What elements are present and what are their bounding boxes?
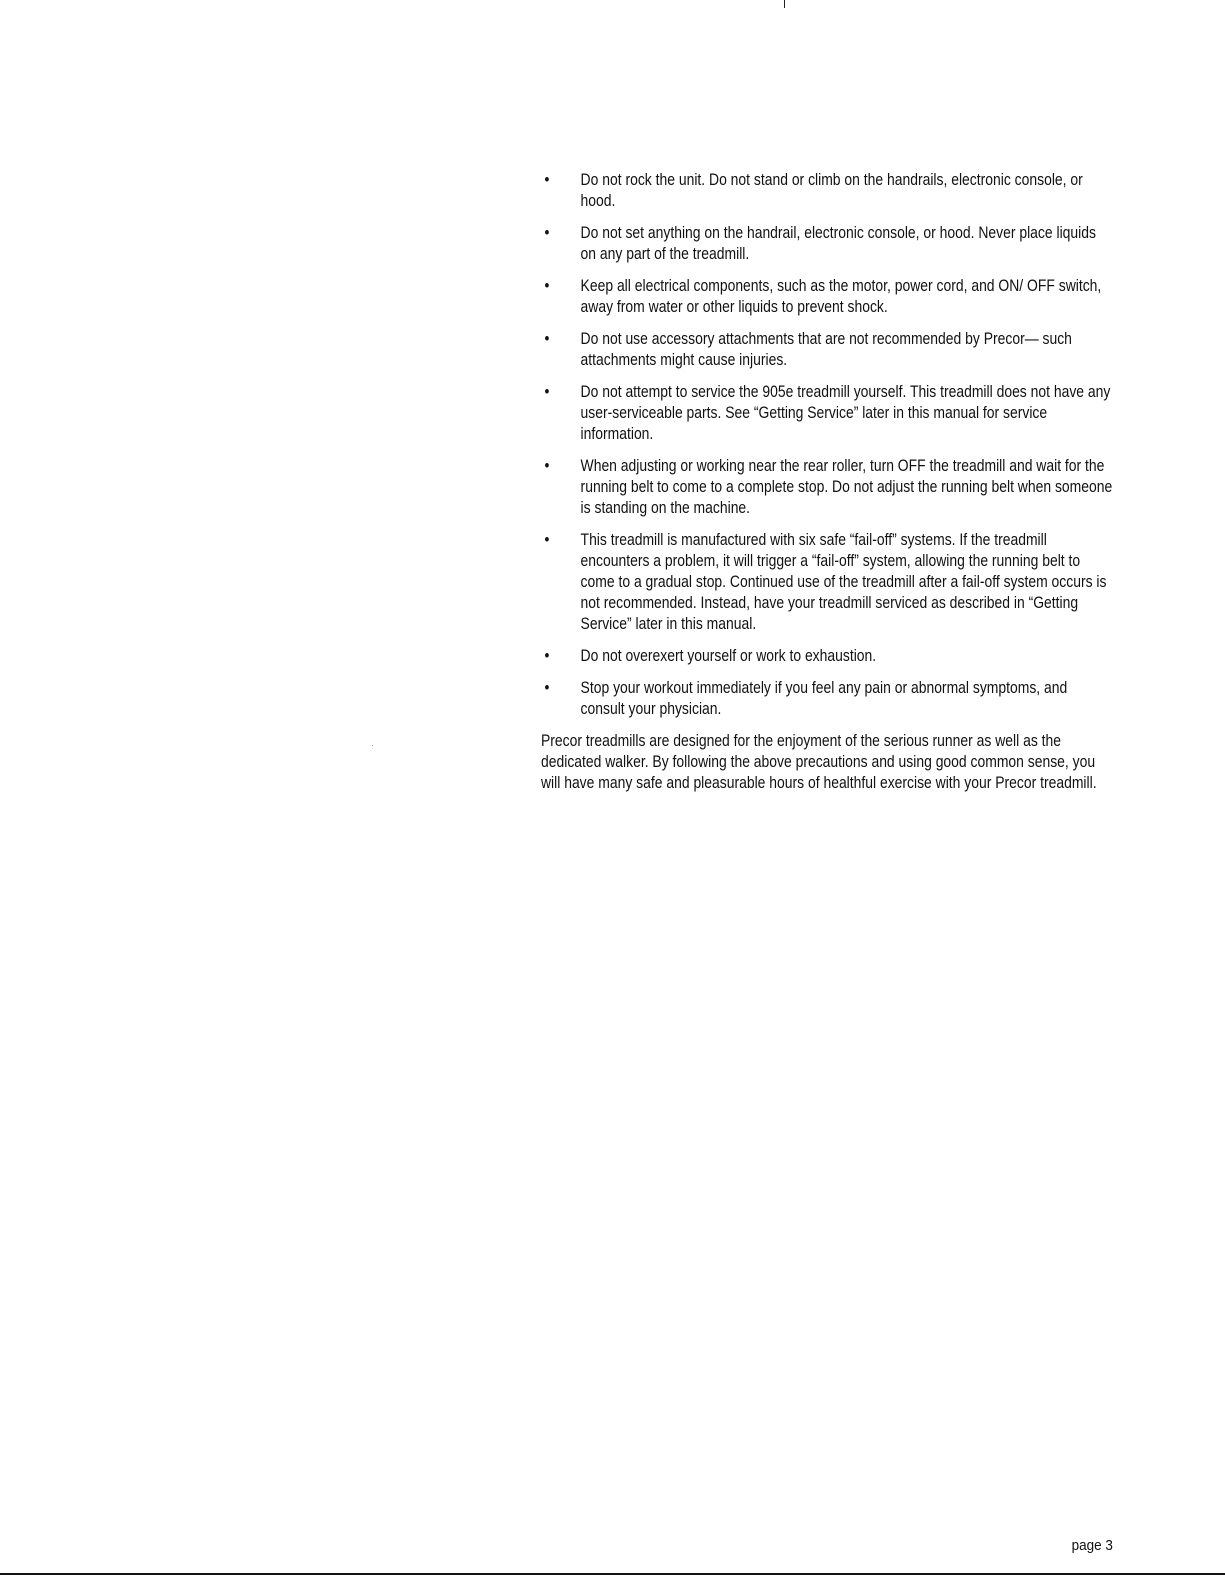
bullet-icon: • [544,647,550,665]
list-item-text: When adjusting or working near the rear roller, turn OFF the treadmill and wait for the running belt to come to a complete stop. Do not adjust the running belt when someone is standing on the machine. [580,457,1113,517]
list-item [541,382,1114,445]
list-item-text: Do not attempt to service the 905e treadmill yourself. This treadmill does not have any user-serviceable parts. See “Getting Service” later in this manual for service information. [580,383,1111,443]
list-item [541,456,1114,519]
list-item [541,530,1114,635]
list-item [541,678,1114,720]
bullet-icon: • [544,171,550,189]
list-item-text: Keep all electrical components, such as the motor, power cord, and ON/ OFF switch, away from water or other liquids to prevent shock. [580,277,1102,316]
list-item-text: This treadmill is manufactured with six safe “fail-off” systems. If the treadmill encounters a problem, it will trigger a “fail-off” system, allowing the running belt to come to a gradual stop. Continued use of the treadmill after a fail-off system occurs is not recommended. Instead, have your treadmill serviced as described in “Getting Service” later in this manual. [580,531,1107,633]
list-item-text: Do not use accessory attachments that are not recommended by Precor— such attachments might cause injuries. [580,330,1072,369]
list-item [541,329,1114,371]
bullet-icon: • [544,383,550,401]
bullet-icon: • [544,457,550,475]
top-tick-mark [784,0,785,8]
bullet-icon: • [544,224,550,242]
list-item-text: Stop your workout immediately if you feel any pain or abnormal symptoms, and consult your physician. [580,679,1068,718]
page-number: page 3 [1071,1537,1113,1554]
list-item [541,170,1114,212]
list-item-text: Do not set anything on the handrail, electronic console, or hood. Never place liquids on any part of the treadmill. [580,224,1096,263]
stray-mark [372,745,373,746]
list-item-text: Do not overexert yourself or work to exhaustion. [580,647,877,665]
bullet-icon: • [544,277,550,295]
list-item [541,223,1114,265]
bullet-icon: • [544,330,550,348]
page-content [541,170,1113,810]
bottom-rule [0,1573,1225,1575]
closing-paragraph: Precor treadmills are designed for the enjoyment of the serious runner as well as the dedicated walker. By following the above precautions and using good common sense, you will have many safe and pleasurable hours of healthful exercise with your Precor treadmill. [541,732,1097,792]
bullet-icon: • [544,679,550,697]
list-item [541,276,1114,318]
list-item [541,646,1114,667]
safety-precautions-list [541,170,1113,720]
list-item-text: Do not rock the unit. Do not stand or climb on the handrails, electronic console, or hood. [580,171,1083,210]
bullet-icon: • [544,531,550,549]
